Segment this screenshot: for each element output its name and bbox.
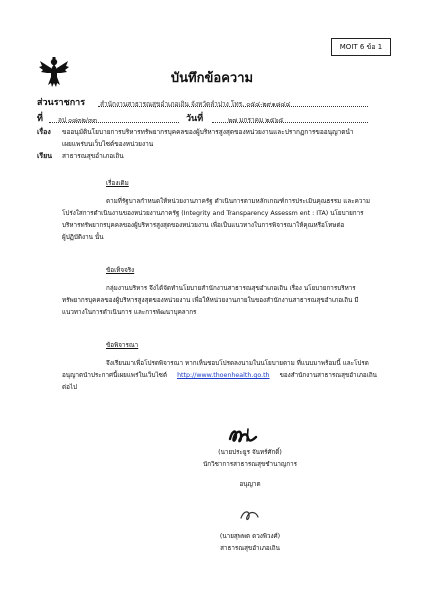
agency-value: สำนักงานสาธารณสุขอำเภอเถิน จังหวัดลำปาง โทร. ๐๕๔-๒๙๑๘๔๔	[100, 100, 291, 108]
facts-line-2: ทรัพยากรบุคคลของผู้บริหารสูงสุดของหน่วยงาน เพื่อให้หน่วยงานภายในของสำนักงานสาธารณสุขอำเภอเถิน มี	[62, 297, 359, 304]
document-title: บันทึกข้อความ	[170, 71, 254, 86]
signer-1-position: นักวิชาการสาธารณสุขชำนาญการ	[202, 461, 298, 468]
date-label: วันที่	[186, 114, 204, 124]
facts-heading: ข้อเท็จจริง	[106, 267, 135, 274]
origin-line-4: ผู้ปฏิบัติงาน นั้น	[62, 234, 104, 241]
subject-line-1: ขออนุมัตินโยบายการบริหารทรัพยากรบุคคลของผู้บริหารสูงสุดของหน่วยงานและปรากฏการขออนุญาตนำ	[62, 128, 354, 136]
consider-line-2-post: ของสำนักงานสาธารณสุขอำเภอเถิน	[279, 372, 377, 379]
ref-box: MOIT 6 ข้อ 1	[331, 38, 391, 56]
signer-1-name: (นายประยูร จันทร์ศักดิ์)	[218, 449, 282, 456]
facts-line-3: แนวทางในการดำเนินการ และการพัฒนาบุคลากร	[62, 309, 197, 316]
subject-label: เรื่อง	[37, 128, 51, 136]
consider-line-2-pre: อนุญาตนำประกาศนี้เผยแพร่ในเว็บไซต์	[62, 372, 168, 379]
agency-label: ส่วนราชการ	[37, 98, 86, 108]
signer-2-name: (นายสุพพต ดวงพิวงศ์)	[219, 533, 281, 540]
to-label: เรียน	[37, 152, 53, 160]
subject-line-2: เผยแพร่บนเว็บไซต์ของหน่วยงาน	[62, 140, 154, 148]
website-link[interactable]: http://www.thoenhealth.go.th	[177, 372, 270, 379]
consider-heading: ข้อพิจารณา	[106, 342, 139, 349]
facts-line-1: กลุ่มงานบริหาร จึงได้จัดทำนโยบายสำนักงานสาธารณสุขอำเภอเถิน เรื่อง นโยบายการบริหาร	[106, 285, 356, 292]
consider-line-3: ต่อไป	[62, 384, 78, 391]
consider-line-1: จึงเรียนมาเพื่อโปรดพิจารณา หากเห็นชอบโปรดลงนามในนโยบายตาม ที่แนบมาพร้อมนี้ และโปรด	[106, 360, 369, 367]
signer-2-position: สาธารณสุขอำเภอเถิน	[220, 545, 280, 552]
consider-line-2	[62, 370, 377, 382]
number-value: ลป ๐๘๓๒/๓๓	[58, 116, 97, 124]
signature-2-icon	[236, 505, 264, 525]
origin-line-2: โปร่งใสการดำเนินงานของหน่วยงานภาครัฐ (Integrity and Transparency Assessm ent : ITA) นโยบายการ	[62, 210, 364, 217]
number-label: ที่	[37, 114, 43, 124]
origin-heading: เรื่องเดิม	[106, 180, 129, 187]
origin-line-1: ตามที่รัฐบาลกำหนดให้หน่วยงานภาครัฐ ดำเนินการตามหลักเกณฑ์การประเมินคุณธรรม และความ	[106, 198, 371, 205]
origin-line-3: บริหารทรัพยากรบุคคลของผู้บริหารสูงสุดของหน่วยงาน เพื่อเป็นแนวทางในการพิจารณาให้คุณหรือโทษต่อ	[62, 222, 345, 229]
to-value: สาธารณสุขอำเภอเถิน	[62, 152, 124, 160]
signature-1-icon	[226, 425, 262, 447]
date-value: ๒๗ มกราคม ๒๕๖๕	[228, 116, 284, 124]
approve-text: อนุญาต	[239, 481, 261, 488]
